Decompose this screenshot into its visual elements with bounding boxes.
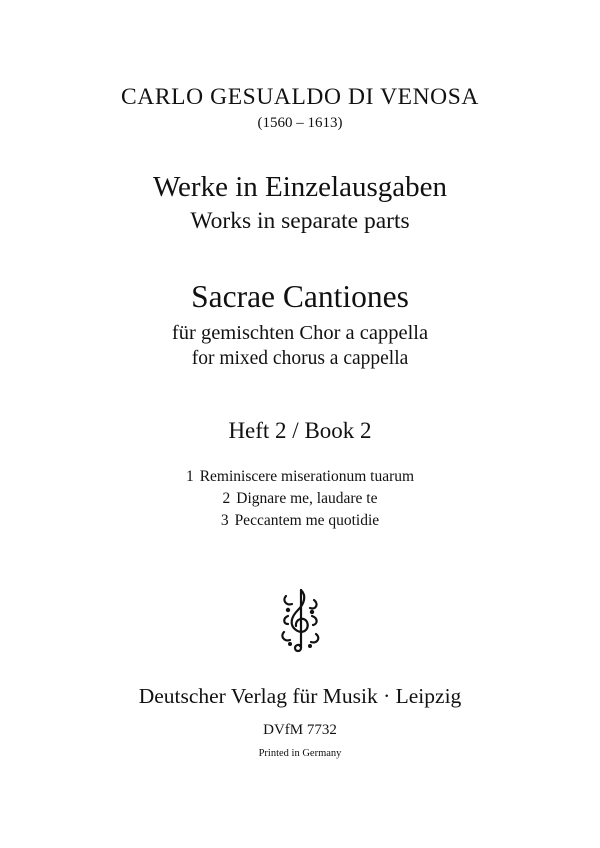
catalog-number: DVfM 7732 (263, 722, 337, 738)
item-title: Peccantem me quotidie (234, 512, 380, 529)
item-number: 1 (185, 468, 194, 485)
item-number: 3 (220, 512, 229, 529)
series-title-english: Works in separate parts (190, 208, 410, 234)
composer-dates: (1560 – 1613) (257, 115, 343, 131)
item-title: Dignare me, laudare te (236, 490, 378, 507)
contents-list (0, 466, 600, 532)
series-title-german: Werke in Einzelausgaben (153, 171, 447, 203)
list-item (223, 488, 378, 510)
list-item (186, 466, 414, 488)
composer-name: CARLO GESUALDO DI VENOSA (121, 84, 479, 110)
work-title: Sacrae Cantiones (191, 279, 409, 314)
item-title: Reminiscere miserationum tuarum (199, 468, 415, 485)
book-number: Heft 2 / Book 2 (228, 418, 372, 443)
publisher-name: Deutscher Verlag für Musik · Leipzig (138, 684, 462, 708)
item-number: 2 (222, 490, 231, 507)
work-subtitle-english: for mixed chorus a cappella (191, 348, 409, 369)
printed-note: Printed in Germany (258, 748, 342, 759)
list-item (221, 510, 379, 532)
work-subtitle-german: für gemischten Chor a cappella (171, 322, 429, 344)
treble-clef-ornament-icon (274, 586, 326, 654)
